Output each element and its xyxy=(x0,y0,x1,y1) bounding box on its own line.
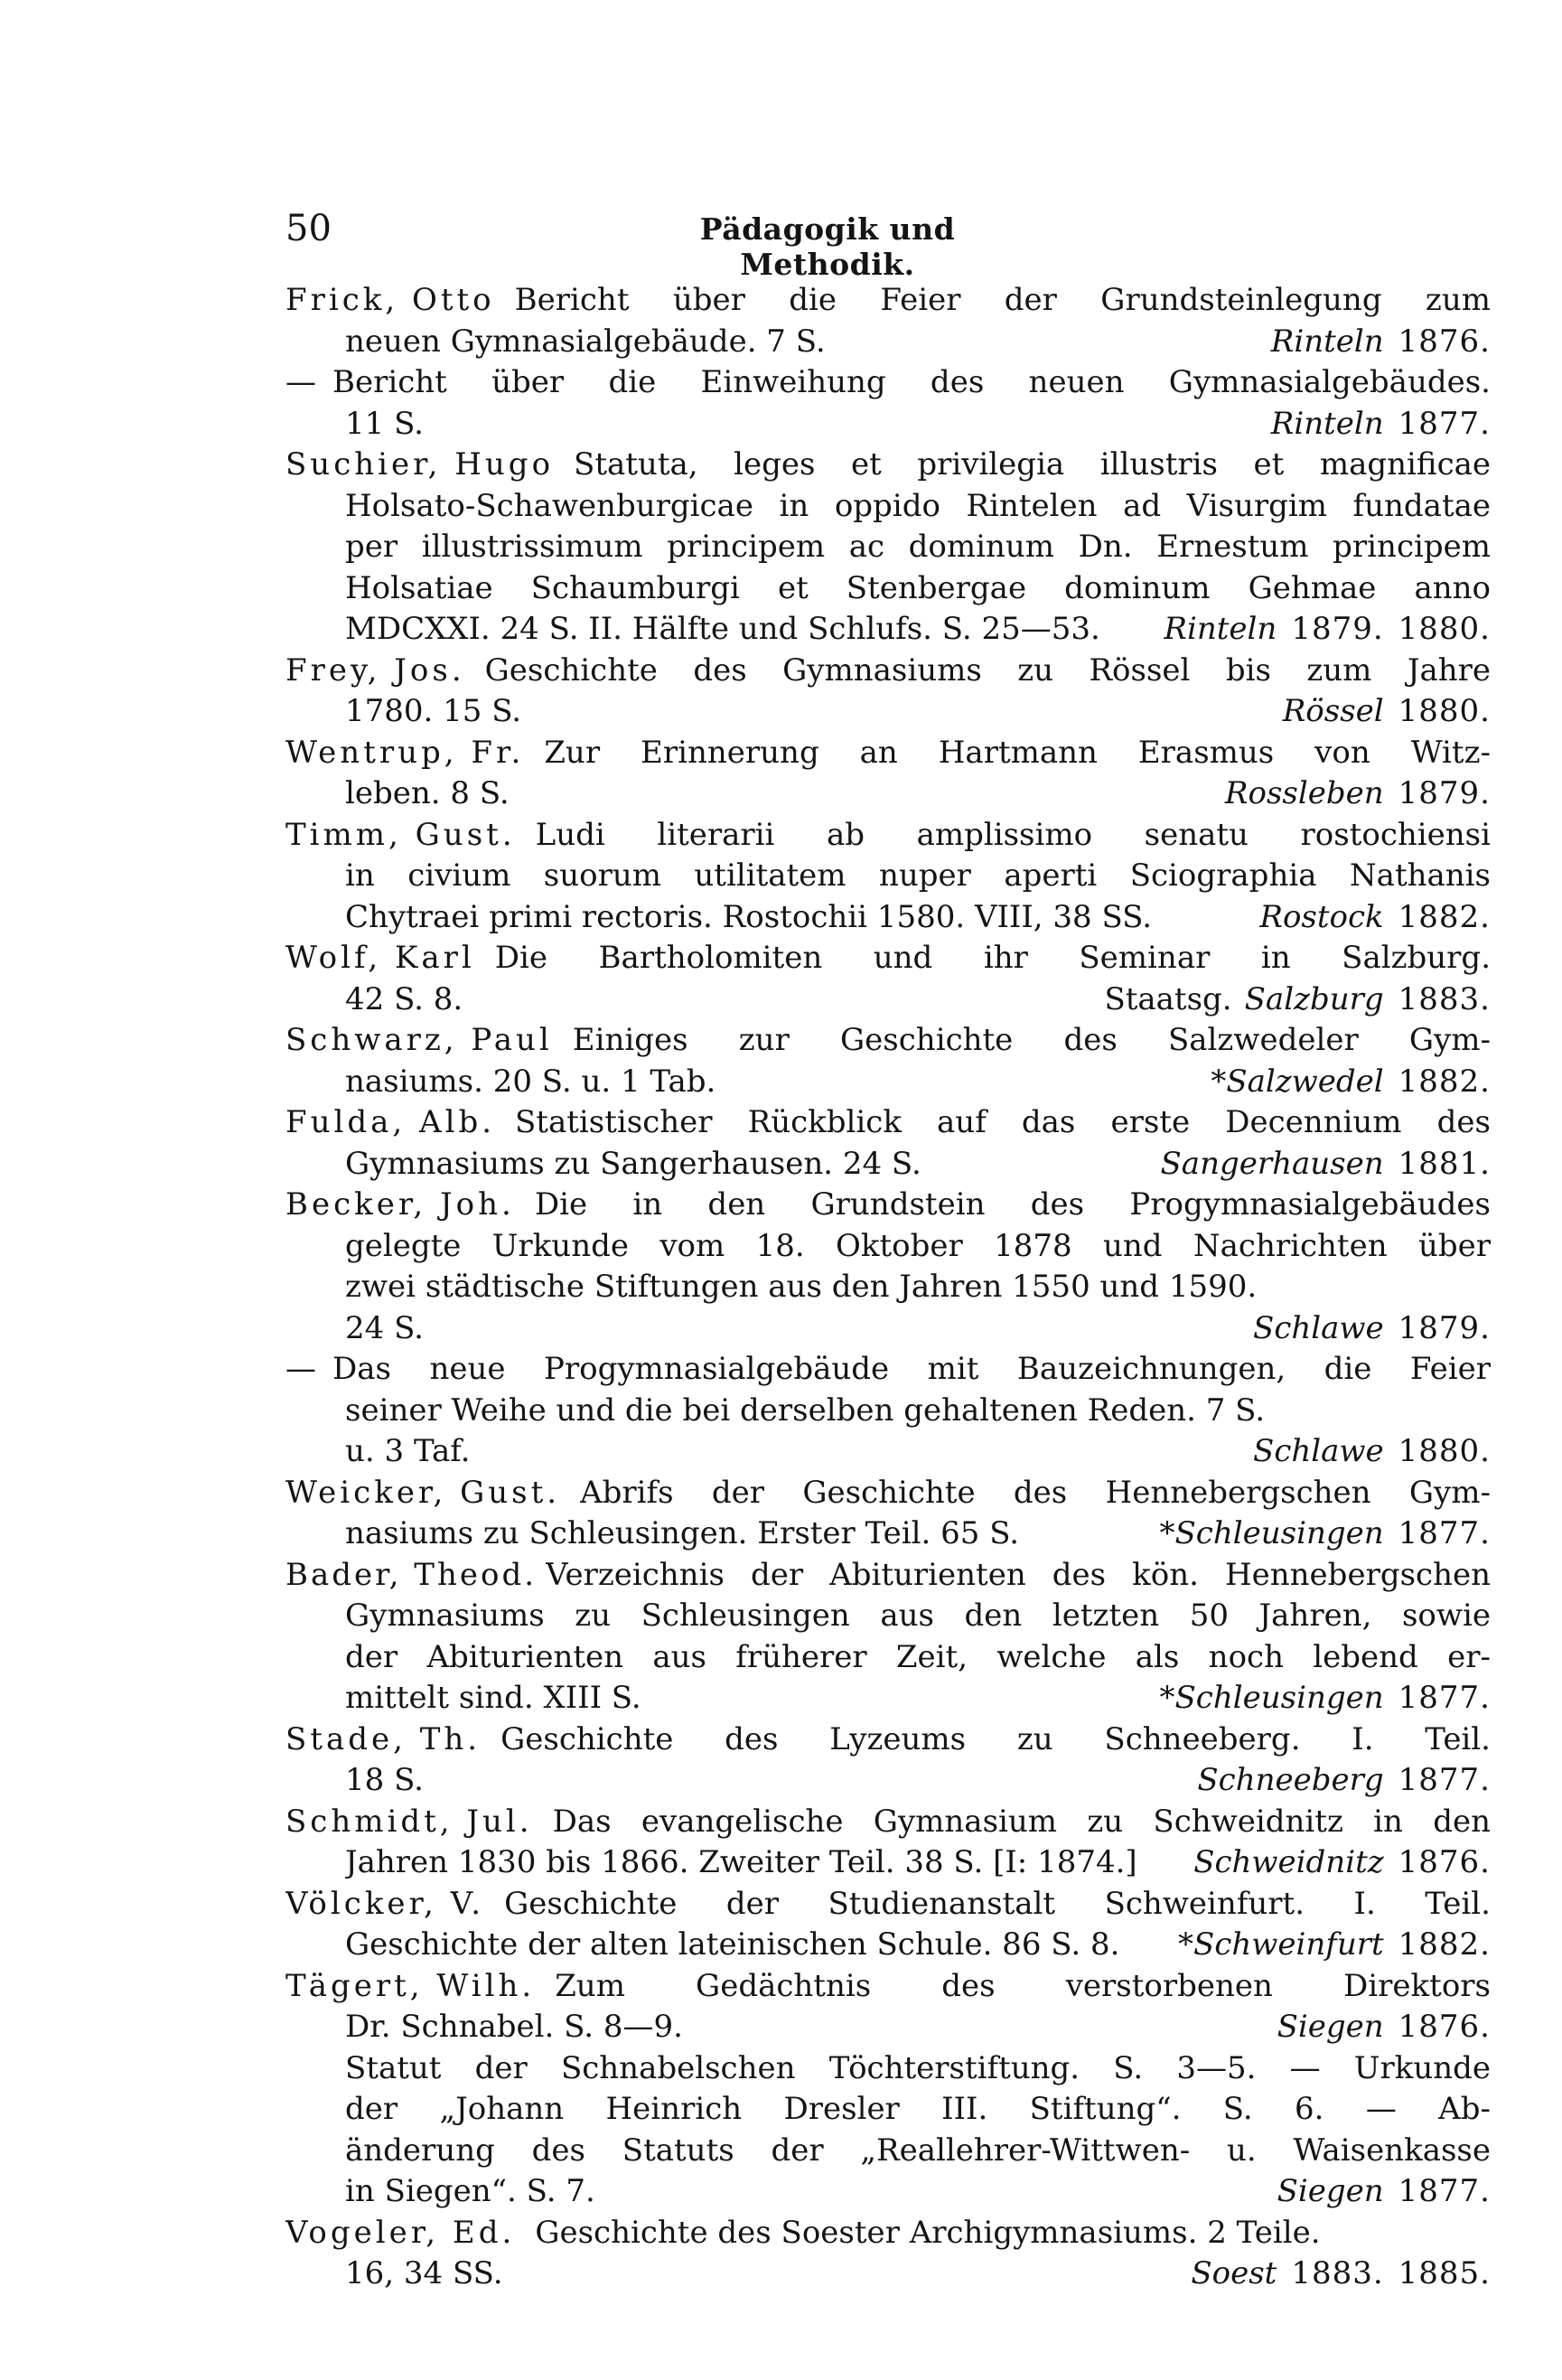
entry-year: 1877. xyxy=(1398,405,1491,442)
page-number: 50 xyxy=(285,208,332,249)
entry-year-2: 1880. xyxy=(1398,611,1491,647)
entry-year: 1877. xyxy=(1398,1680,1491,1716)
entry-title: Verzeichnis der Abiturienten des kön. Hennebergschen xyxy=(546,1556,1491,1593)
entry-title-cont: änderung des Statuts der „Reallehrer-Wittwen- u. Waisenkasse xyxy=(345,2132,1491,2169)
bibliography-entry xyxy=(285,938,1491,1020)
entry-title-cont: seiner Weihe und die bei derselben gehaltenen Reden. 7 S. xyxy=(345,1391,1266,1429)
entry-author: Weicker, Gust. xyxy=(285,1474,561,1511)
entry-place: Rossleben xyxy=(1224,775,1384,811)
bibliography-entry xyxy=(285,1473,1491,1555)
entry-place: Schlawe xyxy=(1253,1309,1384,1346)
entry-title-cont: leben. 8 S. xyxy=(345,775,510,811)
bibliography-entry xyxy=(285,815,1491,939)
entry-year: 1880. xyxy=(1398,693,1491,729)
entry-year: 1879. xyxy=(1398,775,1491,811)
entry-year: 1882. xyxy=(1398,898,1491,935)
entry-title-cont: Holsatiae Schaumburgi et Stenbergae dominum Gehmae anno xyxy=(345,569,1491,606)
entry-title-cont: neuen Gymnasialgebäude. 7 S. xyxy=(345,323,826,360)
entry-place: Rinteln xyxy=(1164,611,1277,647)
entry-title-cont: nasiums zu Schleusingen. Erster Teil. 65 S. xyxy=(345,1515,1020,1551)
entry-year: 1883. xyxy=(1291,2255,1384,2291)
bibliography-entry xyxy=(285,280,1491,362)
entry-title: Statistischer Rückblick auf das erste Decennium des xyxy=(515,1104,1491,1140)
entry-place: Siegen xyxy=(1277,2009,1384,2045)
bibliography-entry xyxy=(285,651,1491,733)
entry-title: Das evangelische Gymnasium zu Schweidnitz in den xyxy=(552,1803,1491,1840)
entry-author: Schmidt, Jul. xyxy=(285,1803,533,1840)
entry-place: Schneeberg xyxy=(1197,1762,1384,1798)
entry-author: Wolf, Karl xyxy=(285,940,475,976)
entry-title-cont: u. 3 Taf. xyxy=(345,1433,471,1469)
entry-author: Bader, Theod. xyxy=(285,1556,538,1593)
ditto-dash: — xyxy=(285,364,316,400)
entry-year: 1877. xyxy=(1398,2173,1491,2209)
entry-title-cont: 16, 34 SS. xyxy=(345,2255,503,2291)
entry-year: 1882. xyxy=(1398,1926,1491,1963)
entry-place: Rinteln xyxy=(1270,323,1384,360)
entry-title: Die in den Grundstein des Progymnasialgebäudes xyxy=(534,1186,1491,1223)
entry-title-cont: per illustrissimum principem ac dominum Dn. Ernestum principem xyxy=(345,529,1491,565)
entry-year: 1883. xyxy=(1398,980,1491,1017)
entry-title-cont: Jahren 1830 bis 1866. Zweiter Teil. 38 S. [I: 1874.] xyxy=(345,1844,1137,1880)
entry-place: Siegen xyxy=(1277,2173,1384,2209)
bibliography-entry xyxy=(285,1802,1491,1884)
entry-place: Rinteln xyxy=(1270,405,1384,442)
bibliography-entry xyxy=(285,733,1491,815)
entry-place: *Schweinfurt xyxy=(1178,1926,1384,1963)
entry-title-cont: gelegte Urkunde vom 18. Oktober 1878 und Nachrichten über xyxy=(345,1227,1491,1264)
entry-title-cont: Gymnasiums zu Schleusingen aus den letzten 50 Jahren, sowie xyxy=(345,1598,1491,1634)
entry-title-cont: in Siegen“. S. 7. xyxy=(345,2173,595,2209)
entry-title: Bericht über die Feier der Grundsteinlegung zum xyxy=(514,282,1491,318)
bibliography-entry xyxy=(285,362,1491,445)
entry-title-cont: 18 S. xyxy=(345,1762,424,1798)
entry-place: Rostock xyxy=(1259,898,1384,935)
entry-title-cont: Holsato-Schawenburgicae in oppido Rintelen ad Visurgim fundatae xyxy=(345,487,1491,524)
entry-author: Frey, Jos. xyxy=(285,651,465,689)
entry-title: Einiges zur Geschichte des Salzwedeler Gym- xyxy=(572,1022,1491,1058)
page-header xyxy=(285,208,1491,282)
entry-title-cont: Gymnasiums zu Sangerhausen. 24 S. xyxy=(345,1145,921,1182)
entry-author: Stade, Th. xyxy=(285,1720,482,1757)
entry-author: Völcker, V. xyxy=(285,1885,485,1922)
entry-title-cont: 11 S. xyxy=(345,405,424,442)
bibliography-entry xyxy=(285,1185,1491,1349)
entry-title-cont: in civium suorum utilitatem nuper aperti Sciographia Nathanis xyxy=(345,857,1491,894)
entry-title: Statut der Schnabelschen Töchterstiftung. S. 3—5. — Urkunde xyxy=(345,2049,1491,2086)
entry-year: 1879. xyxy=(1291,611,1384,647)
entry-title: Ludi literarii ab amplissimo senatu rostochiensi xyxy=(535,816,1491,853)
entry-place: Rössel xyxy=(1282,693,1384,729)
bibliography-entry xyxy=(285,1966,1491,2048)
entry-title: Geschichte des Gymnasiums zu Rössel bis zum Jahre xyxy=(484,651,1491,689)
bibliography-entry xyxy=(285,1102,1491,1185)
entry-title-cont: der „Johann Heinrich Dresler III. Stiftung“. S. 6. — Ab- xyxy=(345,2091,1491,2127)
entry-title: Statuta, leges et privilegia illustris et magnificae xyxy=(574,446,1491,483)
bibliography-entry xyxy=(285,1020,1491,1102)
entry-year: 1876. xyxy=(1398,323,1491,360)
entry-title-cont: nasiums. 20 S. u. 1 Tab. xyxy=(345,1063,716,1100)
entry-place: Schlawe xyxy=(1253,1433,1384,1469)
entry-year: 1882. xyxy=(1398,1063,1491,1100)
entry-title-cont: Geschichte der alten lateinischen Schule. 86 S. 8. xyxy=(345,1926,1120,1963)
entry-title-cont: Dr. Schnabel. S. 8—9. xyxy=(345,2009,683,2045)
entry-author: Tägert, Wilh. xyxy=(285,1967,536,2004)
entry-place: Sangerhausen xyxy=(1160,1145,1384,1182)
entry-author: Schwarz, Paul xyxy=(285,1022,553,1058)
entry-title: Das neue Progymnasialgebäude mit Bauzeichnungen, die Feier xyxy=(332,1351,1491,1387)
entry-place: Salzburg xyxy=(1244,980,1384,1017)
ditto-dash: — xyxy=(285,1351,316,1387)
entry-title-cont: Chytraei primi rectoris. Rostochii 1580. VIII, 38 SS. xyxy=(345,898,1153,935)
entry-title-cont: 1780. 15 S. xyxy=(345,693,522,729)
entry-year-2: 1885. xyxy=(1398,2255,1491,2291)
entry-place: *Salzwedel xyxy=(1211,1063,1384,1100)
entry-author: Timm, Gust. xyxy=(285,816,516,853)
entry-title: Die Bartholomiten und ihr Seminar in Salzburg. xyxy=(494,940,1491,976)
entry-title: Geschichte des Lyzeums zu Schneeberg. I. Teil. xyxy=(500,1720,1491,1757)
bibliography-entry xyxy=(285,1349,1491,1473)
entry-title: Zur Erinnerung an Hartmann Erasmus von Witz- xyxy=(544,734,1491,771)
entry-title: Zum Gedächtnis des verstorbenen Direktors xyxy=(555,1967,1491,2004)
entry-title-cont: mittelt sind. XIII S. xyxy=(345,1680,641,1716)
entry-year: 1879. xyxy=(1398,1309,1491,1346)
entry-title-cont: 24 S. xyxy=(345,1309,424,1346)
entry-year: 1880. xyxy=(1398,1433,1491,1469)
entry-title-cont: 42 S. 8. xyxy=(345,980,463,1017)
entry-year: 1877. xyxy=(1398,1762,1491,1798)
entry-place: *Schleusingen xyxy=(1159,1680,1384,1716)
entry-title: Bericht über die Einweihung des neuen Gymnasialgebäudes. xyxy=(332,364,1491,400)
entry-title: Abrifs der Geschichte des Hennebergschen Gym- xyxy=(580,1474,1491,1511)
entry-place: *Schleusingen xyxy=(1159,1515,1384,1551)
entry-year: 1876. xyxy=(1398,1844,1491,1880)
entry-author: Vogeler, Ed. xyxy=(285,2214,516,2251)
bibliography-entry xyxy=(285,2048,1491,2213)
bibliography-list xyxy=(285,280,1491,2295)
entry-title: Geschichte des Soester Archigymnasiums. 2 Teile. xyxy=(535,2214,1321,2251)
entry-author: Becker, Joh. xyxy=(285,1186,515,1223)
entry-title-cont: MDCXXI. 24 S. II. Hälfte und Schlufs. S. 25—53. xyxy=(345,611,1100,647)
entry-author: Fulda, Alb. xyxy=(285,1104,496,1140)
entry-author: Frick, Otto xyxy=(285,282,495,318)
entry-author: Suchier, Hugo xyxy=(285,446,555,483)
entry-year: 1877. xyxy=(1398,1515,1491,1551)
bibliography-entry xyxy=(285,2213,1491,2295)
entry-place: Schweidnitz xyxy=(1193,1844,1384,1880)
entry-title-cont: der Abiturienten aus früherer Zeit, welche als noch lebend er- xyxy=(345,1638,1491,1675)
entry-place: Soest xyxy=(1191,2255,1277,2291)
bibliography-entry xyxy=(285,1555,1491,1719)
bibliography-entry xyxy=(285,1884,1491,1966)
entry-publisher: Staatsg. xyxy=(1104,980,1232,1017)
entry-year: 1881. xyxy=(1398,1145,1491,1182)
bibliography-entry xyxy=(285,445,1491,651)
entry-title-cont: zwei städtische Stiftungen aus den Jahren 1550 und 1590. xyxy=(345,1269,1258,1305)
entry-title: Geschichte der Studienanstalt Schweinfurt. I. Teil. xyxy=(504,1885,1491,1922)
running-title: Pädagogik und Methodik. xyxy=(699,211,956,282)
entry-year: 1876. xyxy=(1398,2009,1491,2045)
entry-author: Wentrup, Fr. xyxy=(285,734,525,771)
bibliography-entry xyxy=(285,1719,1491,1802)
